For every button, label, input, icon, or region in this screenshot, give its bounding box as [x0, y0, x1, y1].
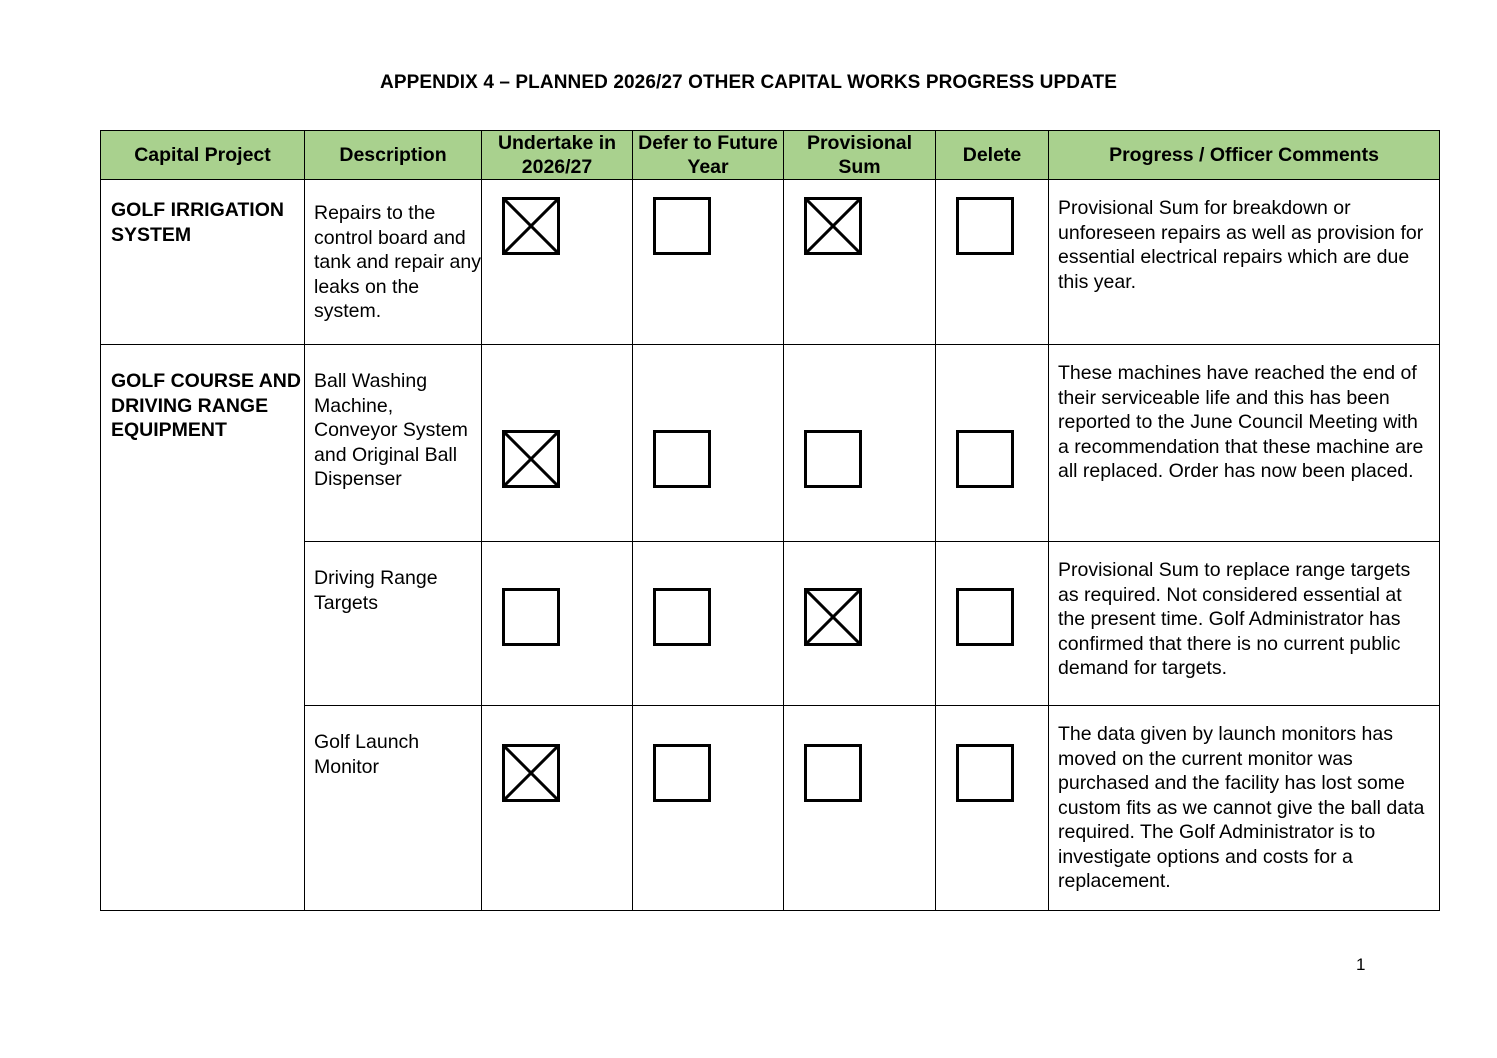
description-cell	[305, 542, 482, 706]
project-cell	[101, 180, 305, 345]
undertake-cell	[482, 542, 633, 706]
delete-cell	[936, 542, 1049, 706]
provisional-cell	[784, 542, 936, 706]
description-text: Driving Range Targets	[314, 567, 438, 614]
cross-mark-icon	[505, 747, 557, 799]
comments-text: The data given by launch monitors has moved on the current monitor was purchased and the facility has lost some custom fits as we cannot give the ball data required. The Golf Administrator is to investigate options and costs for a replacement.	[1058, 723, 1425, 892]
undertake-checkbox[interactable]	[502, 588, 560, 646]
header-undertake: Undertake in 2026/27	[482, 131, 633, 180]
provisional-cell	[784, 345, 936, 542]
project-name: GOLF IRRIGATION SYSTEM	[111, 199, 284, 246]
comments-cell	[1049, 345, 1440, 542]
header-description: Description	[305, 131, 482, 180]
cross-mark-icon	[505, 433, 557, 485]
delete-checkbox[interactable]	[956, 744, 1014, 802]
defer-checkbox[interactable]	[653, 744, 711, 802]
table-row	[101, 180, 1440, 345]
table-row	[101, 345, 1440, 542]
comments-text: Provisional Sum for breakdown or unforeseen repairs as well as provision for essential electrical repairs which are due this year.	[1058, 197, 1424, 293]
page-title: APPENDIX 4 – PLANNED 2026/27 OTHER CAPITAL WORKS PROGRESS UPDATE	[380, 72, 1117, 93]
defer-checkbox[interactable]	[653, 430, 711, 488]
comments-cell	[1049, 706, 1440, 911]
header-comments: Progress / Officer Comments	[1049, 131, 1440, 180]
delete-checkbox[interactable]	[956, 588, 1014, 646]
comments-text: Provisional Sum to replace range targets as required. Not considered essential at the present time. Golf Administrator has confirmed that there is no current public demand for targets.	[1058, 559, 1411, 679]
cross-mark-icon	[807, 200, 859, 252]
description-cell	[305, 180, 482, 345]
comments-cell	[1049, 180, 1440, 345]
defer-checkbox[interactable]	[653, 588, 711, 646]
header-row	[101, 131, 1440, 180]
description-text: Ball Washing Machine, Conveyor System and Original Ball Dispenser	[314, 370, 468, 490]
cross-mark-icon	[505, 200, 557, 252]
header-capital-project: Capital Project	[101, 131, 305, 180]
provisional-sum-checkbox[interactable]	[804, 744, 862, 802]
capital-works-table	[100, 130, 1440, 911]
undertake-checkbox[interactable]	[502, 197, 560, 255]
provisional-sum-checkbox[interactable]	[804, 588, 862, 646]
page-number: 1	[1356, 955, 1366, 974]
provisional-sum-checkbox[interactable]	[804, 197, 862, 255]
defer-checkbox[interactable]	[653, 197, 711, 255]
description-text: Golf Launch Monitor	[314, 731, 420, 778]
project-name: GOLF COURSE AND DRIVING RANGE EQUIPMENT	[111, 370, 301, 441]
provisional-cell	[784, 706, 936, 911]
provisional-sum-checkbox[interactable]	[804, 430, 862, 488]
undertake-checkbox[interactable]	[502, 744, 560, 802]
project-cell	[101, 345, 305, 911]
undertake-cell	[482, 345, 633, 542]
provisional-cell	[784, 180, 936, 345]
cross-mark-icon	[807, 591, 859, 643]
defer-cell	[633, 542, 784, 706]
comments-cell	[1049, 542, 1440, 706]
description-cell	[305, 706, 482, 911]
description-text: Repairs to the control board and tank and repair any leaks on the system.	[314, 202, 481, 322]
delete-checkbox[interactable]	[956, 430, 1014, 488]
undertake-cell	[482, 706, 633, 911]
header-delete: Delete	[936, 131, 1049, 180]
description-cell	[305, 345, 482, 542]
undertake-cell	[482, 180, 633, 345]
defer-cell	[633, 180, 784, 345]
delete-cell	[936, 706, 1049, 911]
defer-cell	[633, 345, 784, 542]
comments-text: These machines have reached the end of their serviceable life and this has been reported to the June Council Meeting with a recommendation that these machine are all replaced. Order has now been placed.	[1058, 362, 1424, 482]
header-provisional-sum: Provisional Sum	[784, 131, 936, 180]
delete-checkbox[interactable]	[956, 197, 1014, 255]
undertake-checkbox[interactable]	[502, 430, 560, 488]
defer-cell	[633, 706, 784, 911]
delete-cell	[936, 180, 1049, 345]
header-defer: Defer to Future Year	[633, 131, 784, 180]
delete-cell	[936, 345, 1049, 542]
